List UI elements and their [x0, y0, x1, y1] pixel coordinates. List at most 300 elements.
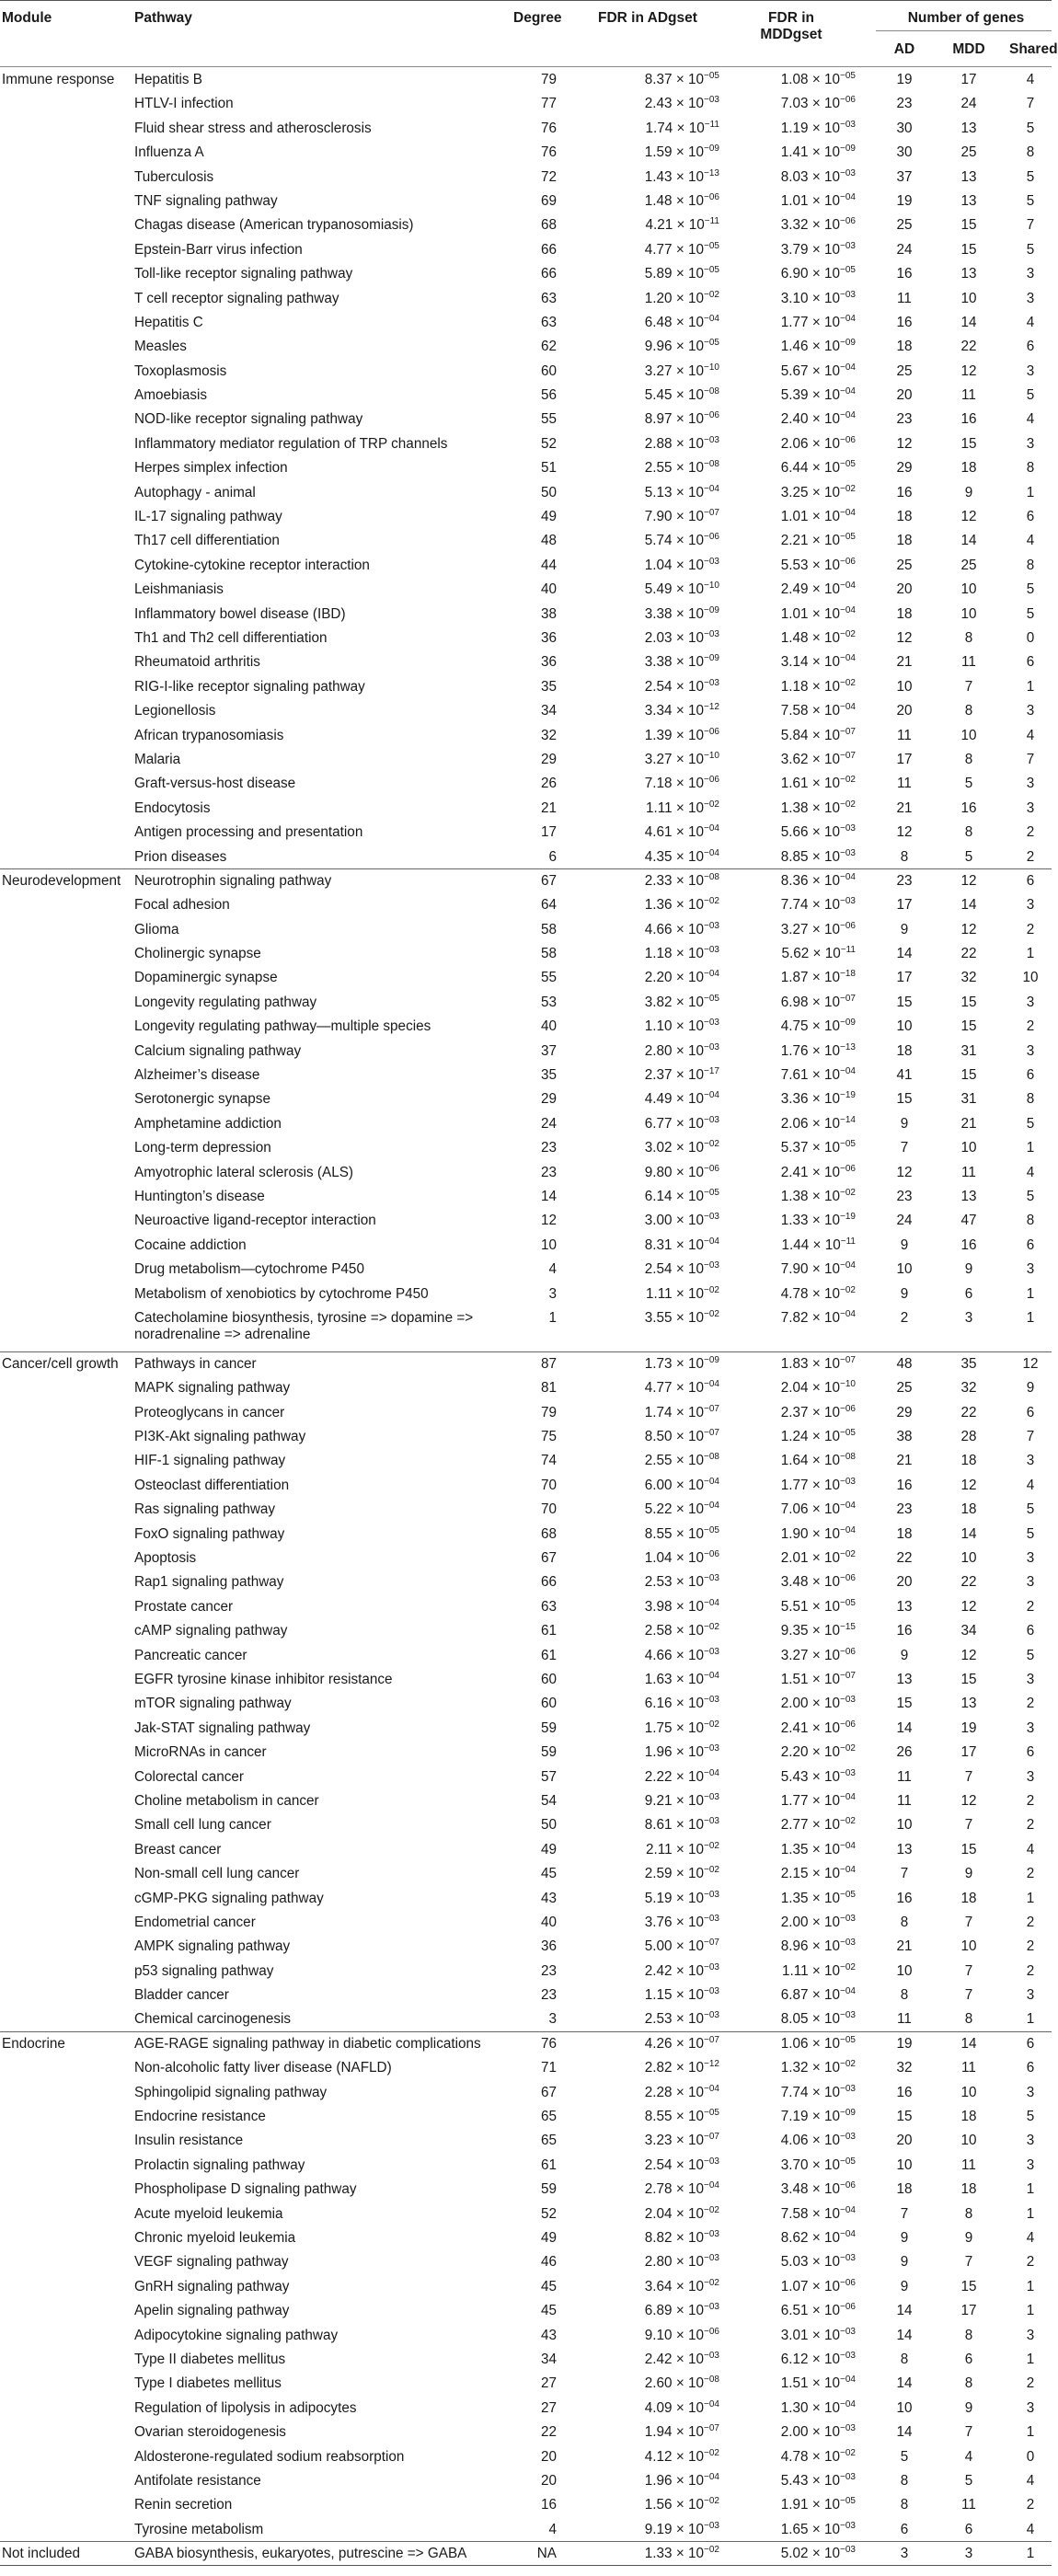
fdr-mdd-value-exponent: −04	[840, 362, 856, 373]
mdd-gene-count: 21	[960, 1115, 977, 1132]
pathway-name: Herpes simplex infection	[134, 460, 288, 477]
fdr-mdd-value-exponent: −03	[840, 240, 856, 251]
fdr-ad-value	[581, 1380, 719, 1397]
degree-value: 49	[540, 2229, 557, 2246]
fdr-ad-value-mantissa: 1.11 × 10	[645, 1285, 705, 1302]
degree-value: 72	[540, 168, 557, 185]
fdr-mdd-value-mantissa: 5.67 × 10	[780, 362, 841, 379]
shared-gene-count: 3	[1026, 1987, 1035, 2004]
mdd-gene-count: 11	[961, 654, 976, 671]
ad-gene-count: 10	[896, 678, 913, 695]
fdr-ad-value-mantissa: 1.74 × 10	[644, 1404, 705, 1420]
fdr-ad-value	[581, 1891, 719, 1907]
pathway-name: MAPK signaling pathway	[134, 1380, 291, 1397]
fdr-mdd-value-exponent: −04	[840, 1501, 856, 1512]
fdr-mdd-value-exponent: −04	[840, 385, 856, 397]
fdr-ad-value-exponent: −08	[704, 871, 719, 882]
shared-gene-count: 3	[1026, 2156, 1035, 2173]
fdr-ad-value-mantissa: 2.42 × 10	[644, 1962, 705, 1979]
ad-gene-count: 13	[896, 1598, 913, 1615]
degree-value: 50	[540, 484, 557, 500]
fdr-mdd-value-exponent: −04	[840, 1524, 856, 1535]
ad-gene-count: 17	[896, 751, 913, 767]
mdd-gene-count: 8	[964, 2011, 973, 2028]
degree-value: 34	[540, 2351, 557, 2367]
degree-value: 58	[540, 921, 557, 937]
fdr-ad-value	[581, 873, 719, 890]
degree-value: 63	[540, 314, 557, 330]
mdd-gene-count: 9	[964, 1261, 973, 1278]
fdr-mdd-value-exponent: −07	[840, 1354, 856, 1365]
shared-gene-count: 3	[1026, 799, 1035, 816]
fdr-mdd-value-mantissa: 2.20 × 10	[780, 1744, 841, 1761]
pathway-name: Epstein-Barr virus infection	[134, 241, 303, 258]
fdr-mdd-value-exponent: −04	[840, 1985, 856, 1996]
shared-gene-count: 7	[1026, 96, 1035, 112]
fdr-ad-value-exponent: −03	[704, 2302, 719, 2313]
pathway-name: Antigen processing and presentation	[134, 824, 363, 841]
table-row	[0, 1014, 1052, 1038]
fdr-ad-value	[581, 1116, 719, 1133]
fdr-mdd-value-exponent: −06	[840, 920, 856, 931]
module-label: Immune response	[2, 72, 115, 87]
ad-gene-count: 14	[896, 2303, 913, 2319]
fdr-ad-value	[581, 970, 719, 986]
mdd-gene-count: 12	[960, 1598, 977, 1615]
mdd-gene-count: 8	[964, 751, 973, 767]
fdr-mdd-value-exponent: −18	[840, 969, 856, 980]
ad-gene-count: 15	[896, 994, 913, 1010]
fdr-mdd-value-exponent: −03	[840, 1913, 856, 1924]
fdr-ad-value-mantissa: 3.00 × 10	[644, 1213, 705, 1229]
fdr-ad-value-exponent: −04	[704, 1476, 719, 1487]
degree-value: 71	[540, 2060, 557, 2076]
pathway-name: Aldosterone-regulated sodium reabsorption	[134, 2448, 405, 2465]
ad-gene-count: 8	[900, 848, 909, 865]
fdr-ad-value-exponent: −08	[704, 1452, 719, 1463]
fdr-mdd-value-mantissa: 7.58 × 10	[780, 703, 841, 719]
shared-gene-count: 2	[1026, 1866, 1035, 1882]
degree-value: 79	[540, 1404, 557, 1420]
fdr-mdd-value	[718, 2206, 856, 2223]
fdr-mdd-value-mantissa: 2.00 × 10	[780, 1696, 841, 1712]
fdr-ad-value-mantissa: 2.04 × 10	[644, 2205, 705, 2222]
pathway-name: Metabolism of xenobiotics by cytochrome P450	[134, 1285, 429, 1302]
degree-value: 46	[540, 2254, 557, 2271]
table-row	[0, 2371, 1052, 2395]
ad-gene-count: 14	[896, 946, 913, 962]
table-row	[0, 237, 1052, 261]
mdd-gene-count: 15	[960, 435, 977, 452]
fdr-mdd-value-mantissa: 7.03 × 10	[780, 96, 841, 112]
fdr-ad-value	[581, 1672, 719, 1688]
shared-gene-count: 3	[1026, 1574, 1035, 1591]
ad-gene-count: 16	[896, 2084, 913, 2100]
fdr-ad-value-exponent: −04	[704, 1090, 719, 1101]
fdr-mdd-value	[718, 339, 856, 355]
fdr-ad-value-exponent: −02	[704, 1622, 719, 1633]
fdr-mdd-value-exponent: −10	[840, 1379, 856, 1390]
shared-gene-count: 5	[1026, 1525, 1035, 1542]
shared-gene-count: 6	[1026, 2035, 1035, 2052]
fdr-ad-value-mantissa: 3.64 × 10	[644, 2278, 705, 2294]
fdr-ad-value-exponent: −03	[704, 95, 719, 106]
pathway-name: TNF signaling pathway	[134, 192, 278, 209]
ad-gene-count: 5	[900, 2448, 909, 2465]
fdr-mdd-value	[718, 776, 856, 792]
mdd-gene-count: 6	[964, 1285, 973, 1302]
ad-gene-count: 19	[896, 192, 913, 209]
fdr-mdd-value	[718, 1817, 856, 1834]
shared-gene-count: 6	[1026, 1744, 1035, 1761]
fdr-mdd-value-mantissa: 1.90 × 10	[780, 1525, 841, 1542]
mdd-gene-count: 7	[964, 1817, 973, 1834]
pathway-name: Bladder cancer	[134, 1987, 229, 2004]
fdr-mdd-value-mantissa: 2.00 × 10	[780, 1914, 841, 1930]
fdr-ad-value	[581, 2400, 719, 2417]
mdd-gene-count: 7	[964, 1914, 973, 1930]
fdr-mdd-value	[718, 217, 856, 234]
fdr-mdd-value	[718, 1261, 856, 1278]
fdr-mdd-value	[718, 873, 856, 890]
fdr-mdd-value-exponent: −06	[840, 216, 856, 227]
fdr-mdd-value	[718, 1769, 856, 1786]
header-fdr-mdd-line1: FDR in	[768, 10, 814, 26]
fdr-ad-value-exponent: −03	[704, 2228, 719, 2239]
fdr-ad-value	[581, 1286, 719, 1303]
fdr-ad-value-mantissa: 1.48 × 10	[644, 192, 705, 209]
fdr-mdd-value	[718, 1987, 856, 2004]
shared-gene-count: 4	[1026, 2472, 1035, 2489]
fdr-ad-value-mantissa: 8.31 × 10	[644, 1236, 705, 1253]
shared-gene-count: 6	[1026, 509, 1035, 525]
fdr-ad-value-mantissa: 2.80 × 10	[644, 1042, 705, 1059]
fdr-mdd-value-mantissa: 3.27 × 10	[780, 1647, 841, 1663]
table-row	[0, 1233, 1052, 1257]
shared-gene-count: 0	[1026, 629, 1035, 646]
fdr-mdd-value-mantissa: 2.21 × 10	[780, 533, 841, 549]
shared-gene-count: 1	[1026, 1890, 1035, 1906]
mdd-gene-count: 31	[960, 1042, 977, 1059]
table-row	[0, 286, 1052, 310]
fdr-mdd-value-mantissa: 6.44 × 10	[780, 460, 841, 477]
fdr-mdd-value-exponent: −02	[840, 775, 856, 786]
pathway-name: mTOR signaling pathway	[134, 1696, 292, 1712]
fdr-ad-value-exponent: −03	[704, 944, 719, 955]
fdr-mdd-value-mantissa: 2.77 × 10	[780, 1817, 841, 1834]
fdr-ad-value-mantissa: 3.82 × 10	[644, 994, 705, 1010]
fdr-mdd-value-exponent: −04	[840, 1840, 856, 1851]
pathway-name: cGMP-PKG signaling pathway	[134, 1890, 324, 1906]
fdr-mdd-value-exponent: −04	[840, 191, 856, 202]
mdd-gene-count: 8	[964, 824, 973, 841]
fdr-mdd-value-mantissa: 2.49 × 10	[780, 581, 841, 598]
pathway-name: Fluid shear stress and atherosclerosis	[134, 120, 372, 136]
mdd-gene-count: 15	[960, 241, 977, 258]
fdr-mdd-value-exponent: −02	[840, 799, 856, 810]
ad-gene-count: 11	[897, 727, 912, 743]
table-row	[0, 602, 1052, 626]
fdr-ad-value-mantissa: 4.49 × 10	[644, 1091, 705, 1108]
degree-value: 23	[540, 1962, 557, 1979]
fdr-ad-value-exponent: −02	[704, 1719, 719, 1730]
table-row	[0, 796, 1052, 820]
fdr-ad-value-exponent: −03	[704, 434, 719, 445]
fdr-mdd-value	[718, 1696, 856, 1712]
fdr-ad-value-mantissa: 8.55 × 10	[644, 2109, 705, 2125]
fdr-mdd-value-exponent: −07	[840, 750, 856, 761]
pathway-name: Glioma	[134, 921, 179, 937]
fdr-ad-value	[581, 1067, 719, 1084]
fdr-ad-value-exponent: −03	[704, 1791, 719, 1802]
ad-gene-count: 10	[896, 1962, 913, 1979]
mdd-gene-count: 12	[960, 1792, 977, 1809]
fdr-mdd-value-exponent: −04	[840, 313, 856, 324]
fdr-mdd-value	[718, 2375, 856, 2392]
fdr-mdd-value-mantissa: 1.33 × 10	[780, 1213, 841, 1229]
fdr-mdd-value	[718, 2473, 856, 2490]
mdd-gene-count: 10	[960, 290, 977, 306]
fdr-mdd-value-exponent: −08	[840, 1452, 856, 1463]
fdr-mdd-value-mantissa: 2.41 × 10	[780, 1164, 841, 1180]
mdd-gene-count: 6	[964, 2521, 973, 2537]
fdr-ad-value-exponent: −04	[704, 483, 719, 494]
shared-gene-count: 9	[1026, 1380, 1035, 1397]
pathway-name: Neuroactive ligand-receptor interaction	[134, 1213, 376, 1229]
mdd-gene-count: 18	[960, 1501, 977, 1518]
table-row	[0, 577, 1052, 601]
fdr-ad-value-mantissa: 6.16 × 10	[644, 1696, 705, 1712]
group-divider	[0, 868, 1052, 869]
fdr-mdd-value-mantissa: 1.32 × 10	[780, 2060, 841, 2076]
fdr-mdd-value-mantissa: 3.70 × 10	[780, 2156, 841, 2173]
ad-gene-count: 30	[896, 144, 913, 161]
table-row	[0, 1087, 1052, 1110]
fdr-mdd-value-exponent: −02	[840, 677, 856, 688]
fdr-ad-value-mantissa: 5.22 × 10	[644, 1501, 705, 1518]
fdr-ad-value-exponent: −02	[704, 2447, 719, 2458]
fdr-mdd-value-exponent: −03	[840, 1938, 856, 1949]
fdr-ad-value-exponent: −04	[704, 313, 719, 324]
ad-gene-count: 24	[896, 241, 913, 258]
fdr-mdd-value-exponent: −03	[840, 2423, 856, 2434]
fdr-ad-value-exponent: −07	[704, 507, 719, 518]
degree-value: 34	[540, 703, 557, 719]
table-row	[0, 1135, 1052, 1159]
shared-gene-count: 3	[1026, 2399, 1035, 2416]
fdr-mdd-value	[718, 2230, 856, 2247]
fdr-ad-value	[581, 242, 719, 259]
degree-value: 21	[540, 799, 557, 816]
fdr-ad-value-mantissa: 2.54 × 10	[644, 678, 705, 695]
fdr-mdd-value	[718, 96, 856, 112]
pathway-name: Choline metabolism in cancer	[134, 1792, 319, 1809]
fdr-ad-value	[581, 2181, 719, 2198]
pathway-name: AMPK signaling pathway	[134, 1938, 291, 1955]
table-row	[0, 1934, 1052, 1958]
ad-gene-count: 15	[896, 1091, 913, 1108]
pathway-name: Chagas disease (American trypanosomiasis)	[134, 217, 414, 234]
pathway-name: GABA biosynthesis, eukaryotes, putrescine => GABA	[134, 2546, 467, 2562]
fdr-ad-value-exponent: −02	[704, 799, 719, 810]
pathway-name: Ras signaling pathway	[134, 1501, 276, 1518]
fdr-mdd-value-exponent: −09	[840, 338, 856, 349]
ad-gene-count: 14	[896, 2327, 913, 2343]
fdr-mdd-value	[718, 679, 856, 696]
fdr-mdd-value-mantissa: 7.61 × 10	[780, 1067, 841, 1084]
fdr-mdd-value-mantissa: 2.06 × 10	[780, 435, 841, 452]
mdd-gene-count: 12	[960, 1477, 977, 1493]
fdr-mdd-value-mantissa: 5.43 × 10	[780, 2472, 841, 2489]
shared-gene-count: 2	[1026, 1817, 1035, 1834]
fdr-mdd-value-mantissa: 3.36 × 10	[780, 1091, 841, 1108]
fdr-ad-value-exponent: −03	[704, 2156, 719, 2167]
ad-gene-count: 23	[896, 1188, 913, 1204]
shared-gene-count: 4	[1026, 727, 1035, 743]
fdr-ad-value-mantissa: 3.27 × 10	[644, 751, 705, 767]
pathway-name: Amyotrophic lateral sclerosis (ALS)	[134, 1164, 354, 1180]
ad-gene-count: 7	[900, 1140, 909, 1156]
shared-gene-count: 5	[1026, 1501, 1035, 1518]
pathway-name: T cell receptor signaling pathway	[134, 290, 339, 306]
shared-gene-count: 5	[1026, 2109, 1035, 2125]
mdd-gene-count: 22	[960, 339, 977, 355]
ad-gene-count: 23	[896, 872, 913, 889]
shared-gene-count: 3	[1026, 2327, 1035, 2343]
degree-value: 24	[540, 1115, 557, 1132]
fdr-ad-value-exponent: −12	[704, 702, 719, 713]
mdd-gene-count: 17	[960, 1744, 977, 1761]
degree-value: 40	[540, 1914, 557, 1930]
module-label: Endocrine	[2, 2035, 65, 2052]
table-row	[0, 2517, 1052, 2541]
fdr-mdd-value	[718, 1380, 856, 1397]
table-row	[0, 1812, 1052, 1836]
ad-gene-count: 20	[896, 387, 913, 404]
pathway-name: Type II diabetes mellitus	[134, 2351, 286, 2367]
degree-value: 49	[540, 1841, 557, 1857]
fdr-ad-value-mantissa: 1.75 × 10	[644, 1719, 705, 1736]
ad-gene-count: 9	[900, 1285, 909, 1302]
fdr-mdd-value-mantissa: 1.38 × 10	[780, 1188, 841, 1204]
fdr-ad-value-mantissa: 1.94 × 10	[644, 2424, 705, 2441]
pathway-name: Catecholamine biosynthesis, tyrosine => dopamine => noradrenaline => adrenaline	[134, 1309, 474, 1342]
fdr-mdd-value-exponent: −06	[840, 1403, 856, 1414]
fdr-mdd-value-mantissa: 6.51 × 10	[780, 2303, 841, 2319]
fdr-ad-value-mantissa: 2.42 × 10	[644, 2351, 705, 2367]
fdr-mdd-value-mantissa: 2.15 × 10	[780, 1866, 841, 1882]
ad-gene-count: 12	[896, 629, 913, 646]
fdr-ad-value-exponent: −02	[704, 2204, 719, 2215]
degree-value: 27	[540, 2375, 557, 2392]
fdr-ad-value-mantissa: 3.38 × 10	[644, 605, 705, 622]
mdd-gene-count: 16	[960, 411, 977, 428]
fdr-ad-value-exponent: −02	[704, 2496, 719, 2507]
ad-gene-count: 25	[896, 1380, 913, 1397]
fdr-ad-value-mantissa: 1.10 × 10	[644, 1018, 705, 1035]
fdr-ad-value-exponent: −03	[704, 1743, 719, 1754]
table-row	[0, 650, 1052, 673]
degree-value: 38	[540, 605, 557, 622]
fdr-ad-value	[581, 2254, 719, 2271]
ad-gene-count: 8	[900, 2351, 909, 2367]
pathway-name: Non-alcoholic fatty liver disease (NAFLD)	[134, 2060, 392, 2076]
pathway-name: Adipocytokine signaling pathway	[134, 2327, 339, 2343]
fdr-mdd-value-mantissa: 1.76 × 10	[780, 1042, 841, 1059]
fdr-mdd-value-exponent: −03	[840, 2132, 856, 2143]
fdr-mdd-value-mantissa: 5.43 × 10	[780, 1768, 841, 1785]
fdr-ad-value-mantissa: 2.22 × 10	[644, 1768, 705, 1785]
shared-gene-count: 4	[1026, 314, 1035, 330]
table-row	[0, 1594, 1052, 1618]
fdr-mdd-value-exponent: −05	[840, 1889, 856, 1900]
header-shared: Shared	[1009, 41, 1058, 57]
shared-gene-count: 3	[1026, 1719, 1035, 1736]
pathway-name: cAMP signaling pathway	[134, 1623, 288, 1639]
fdr-ad-value-mantissa: 1.59 × 10	[644, 144, 705, 161]
ad-gene-count: 16	[896, 1890, 913, 1906]
fdr-mdd-value	[718, 849, 856, 866]
table-row	[0, 1424, 1052, 1448]
fdr-ad-value	[581, 1915, 719, 1931]
mdd-gene-count: 22	[960, 946, 977, 962]
fdr-ad-value-exponent: −06	[704, 1163, 719, 1174]
degree-value: 20	[540, 2472, 557, 2489]
fdr-mdd-value-mantissa: 4.78 × 10	[780, 2448, 841, 2465]
fdr-ad-value-exponent: −03	[704, 1961, 719, 1972]
fdr-mdd-value-exponent: −05	[840, 1597, 856, 1608]
fdr-ad-value	[581, 800, 719, 817]
fdr-mdd-value	[718, 1213, 856, 1229]
shared-gene-count: 8	[1026, 144, 1035, 161]
mdd-gene-count: 9	[964, 2229, 973, 2246]
fdr-mdd-value-mantissa: 2.01 × 10	[780, 1550, 841, 1567]
ad-gene-count: 26	[896, 1744, 913, 1761]
pathway-name: Colorectal cancer	[134, 1768, 245, 1785]
ad-gene-count: 8	[900, 1987, 909, 2004]
pathway-name: Non-small cell lung cancer	[134, 1866, 300, 1882]
fdr-mdd-value	[718, 411, 856, 428]
fdr-mdd-value	[718, 2036, 856, 2053]
degree-value: 4	[548, 2521, 557, 2537]
table-row	[0, 455, 1052, 479]
fdr-mdd-value	[718, 1405, 856, 1421]
fdr-mdd-value-mantissa: 2.04 × 10	[780, 1380, 841, 1397]
fdr-ad-value-exponent: −03	[704, 2350, 719, 2361]
ad-gene-count: 10	[896, 2399, 913, 2416]
fdr-mdd-value-mantissa: 7.19 × 10	[780, 2109, 841, 2125]
table-row	[0, 1740, 1052, 1764]
pathway-name: HIF-1 signaling pathway	[134, 1453, 286, 1469]
fdr-ad-value-exponent: −04	[704, 969, 719, 980]
fdr-mdd-value-mantissa: 4.78 × 10	[780, 1285, 841, 1302]
fdr-mdd-value	[718, 509, 856, 525]
table-row	[0, 845, 1052, 868]
fdr-mdd-value-exponent: −02	[840, 2447, 856, 2458]
ad-gene-count: 8	[900, 2472, 909, 2489]
table-row	[0, 431, 1052, 455]
mdd-gene-count: 8	[964, 2327, 973, 2343]
degree-value: 60	[540, 362, 557, 379]
pathway-name: Prion diseases	[134, 848, 227, 865]
shared-gene-count: 12	[1022, 1355, 1039, 1372]
fdr-ad-value	[581, 2375, 719, 2392]
mdd-gene-count: 10	[960, 727, 977, 743]
ad-gene-count: 9	[900, 2254, 909, 2271]
fdr-mdd-value-mantissa: 6.12 × 10	[780, 2351, 841, 2367]
mdd-gene-count: 9	[964, 1866, 973, 1882]
degree-value: 57	[540, 1768, 557, 1785]
